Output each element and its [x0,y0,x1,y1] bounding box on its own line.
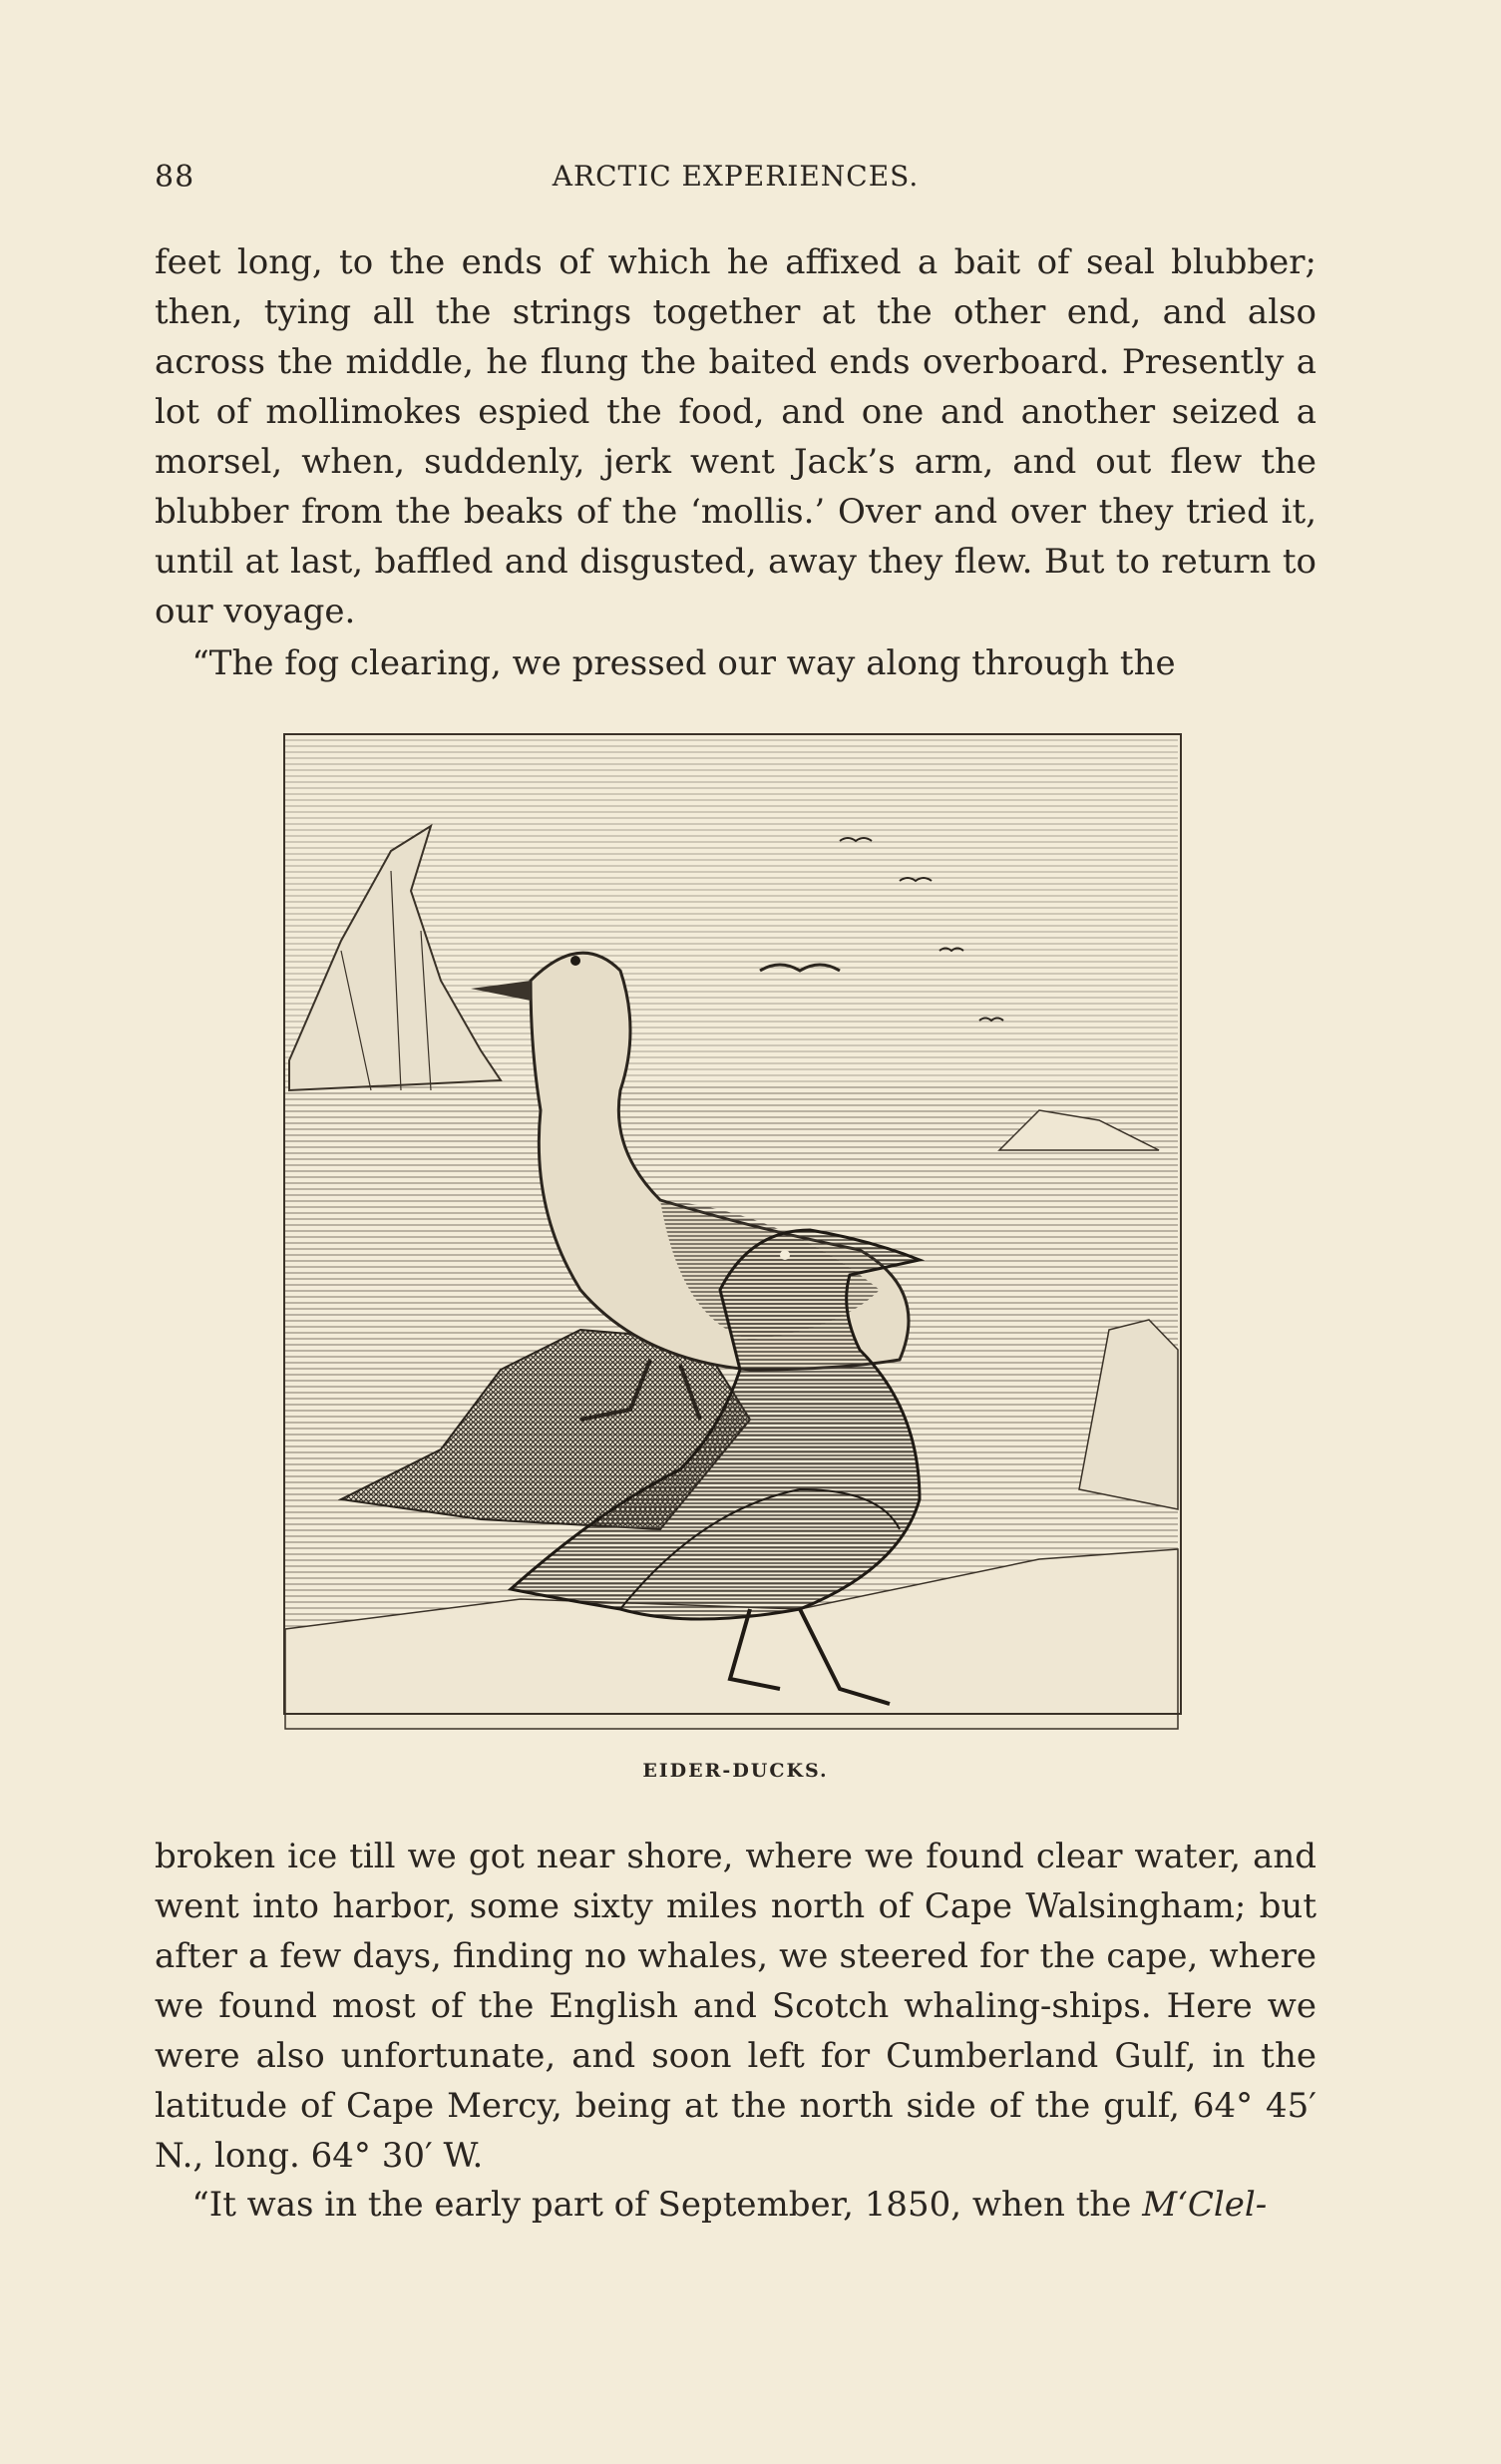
paragraph-4-italic: M‘Clel- [1142,2185,1268,2225]
paragraph-3: broken ice till we got near shore, where we found clear water, and went into harbor, some sixty miles north of Cape Walsingham; but after a few days, finding no whales, we steered for the cape, where we found most of the English and Scotch whaling-ships. Here we were also unfortunate, and soon left for Cumberland Gulf, in the latitude of Cape Mercy, being at the north side of the gulf, 64° 45′ N., long. 64° 30′ W. [155,1837,1316,2176]
paragraph-1: feet long, to the ends of which he affixed a bait of seal blubber; then, tying all the strings together at the other end, and also across the middle, he flung the baited ends overboard. Presently a lot of mollimokes espied the food, and one and another seized a morsel, when, suddenly, jerk went Jack’s arm, and out flew the blubber from the beaks of the ‘mollis.’ Over and over they tried it, until at last, baffled and disgusted, away they flew. But to return to our voyage. [155,242,1316,631]
page-header [155,160,1316,204]
eider-ducks-illustration [281,731,1185,1742]
page-number: 88 [155,160,195,195]
engraving-svg [281,731,1185,1742]
running-title: ARCTIC EXPERIENCES. [552,160,920,193]
figure-caption: EIDER-DUCKS. [642,1760,829,1782]
paragraph-4-text: “It was in the early part of September, 1850, when the [191,2185,1143,2225]
paragraph-4 [155,2180,1316,2230]
paragraph-2: “The fog clearing, we pressed our way along through the [191,643,1176,683]
